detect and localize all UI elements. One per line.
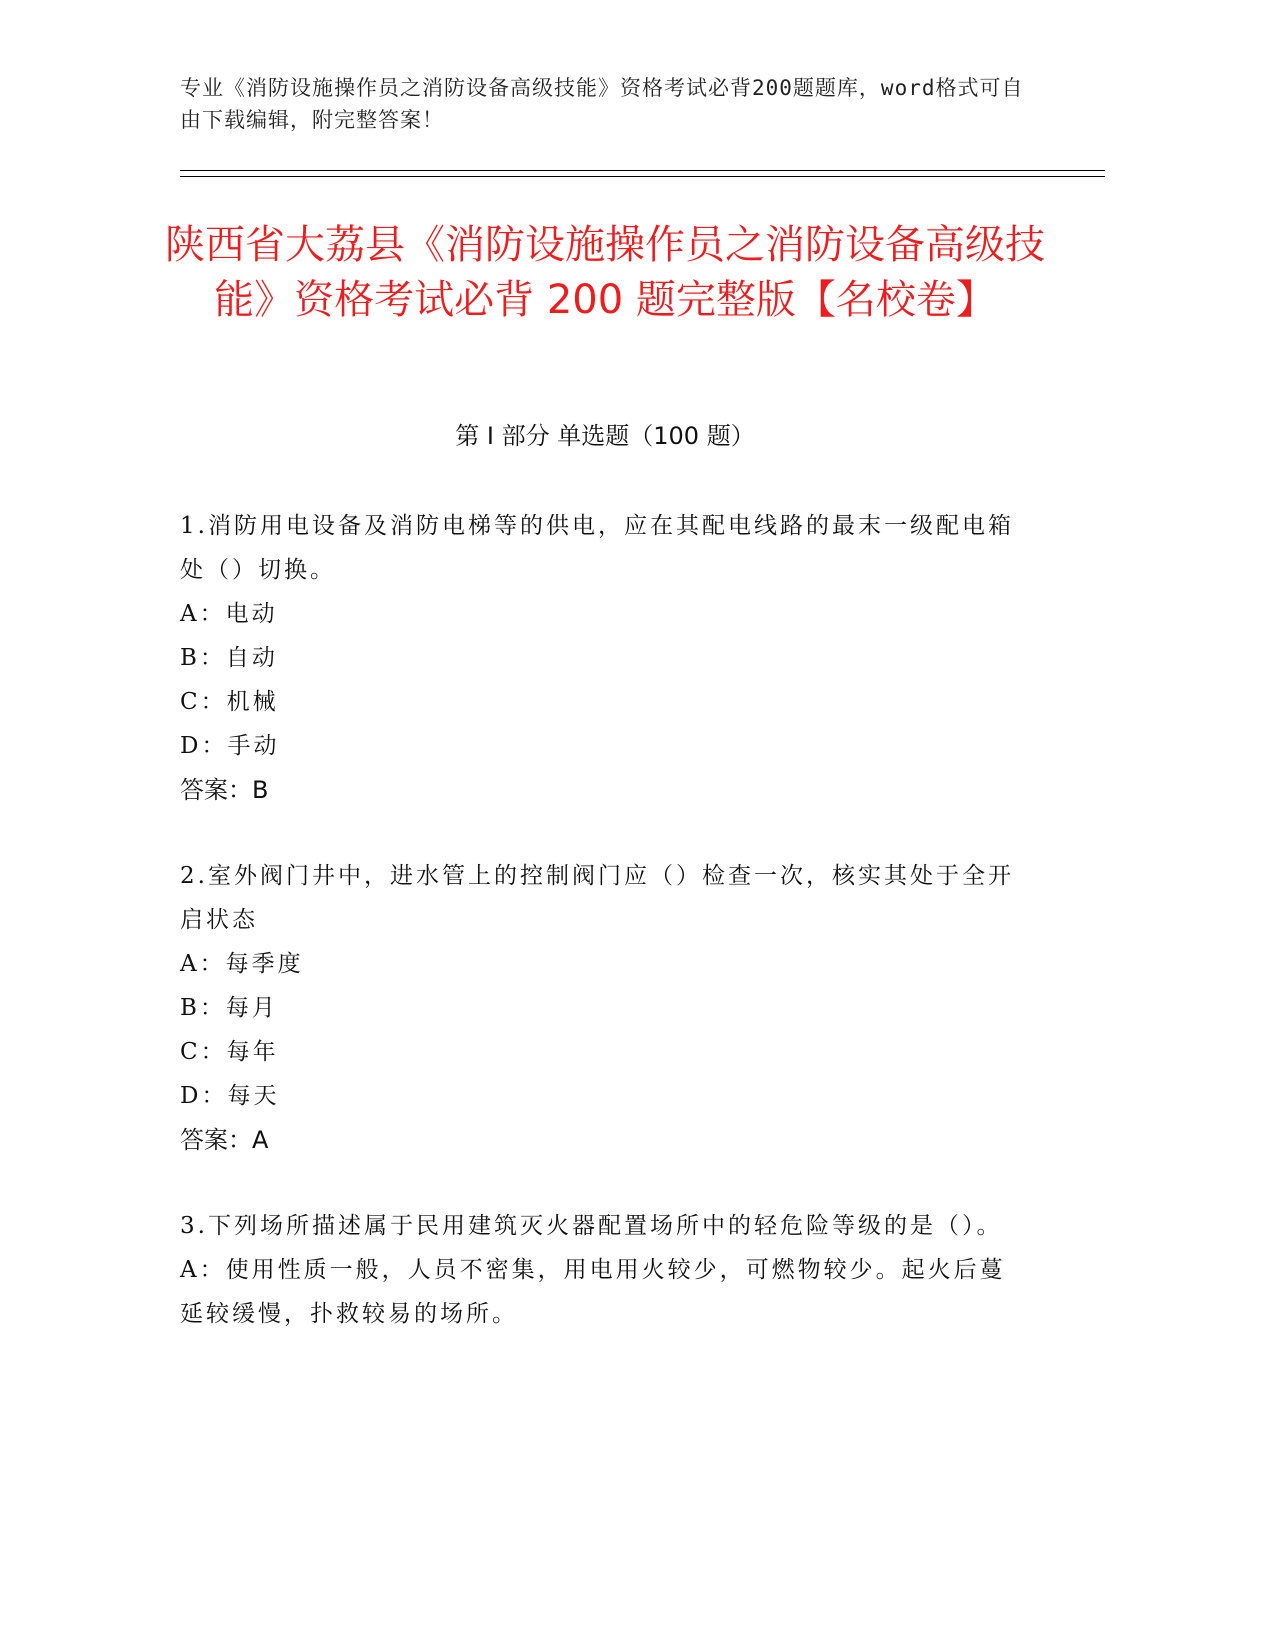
- option-c: C：机械: [180, 689, 279, 715]
- question-2: [180, 854, 1030, 1162]
- answer-text: 答案：A: [180, 1126, 269, 1154]
- question-stem: 2.室外阀门井中，进水管上的控制阀门应（）检查一次，核实其处于全开启状态: [180, 863, 1014, 933]
- option-a: A：电动: [180, 601, 278, 627]
- option-d: D：手动: [180, 733, 280, 759]
- document-title: 陕西省大荔县《消防设施操作员之消防设备高级技能》资格考试必背 200 题完整版【名校卷】: [165, 222, 1045, 323]
- question-list: [180, 504, 1030, 1378]
- header-rule-bottom: [180, 176, 1105, 177]
- option-b: B：自动: [180, 645, 278, 671]
- option-a: A：使用性质一般，人员不密集，用电用火较少，可燃物较少。起火后蔓延较缓慢，扑救较易的场所。: [180, 1257, 1006, 1327]
- option-a: A：每季度: [180, 951, 304, 977]
- question-stem: 1.消防用电设备及消防电梯等的供电，应在其配电线路的最末一级配电箱处（）切换。: [180, 513, 1014, 583]
- question-3: [180, 1204, 1030, 1336]
- section-heading: 第 I 部分 单选题（100 题）: [455, 422, 755, 450]
- option-c: C：每年: [180, 1039, 279, 1065]
- answer-text: 答案：B: [180, 776, 269, 804]
- option-b: B：每月: [180, 995, 278, 1021]
- option-d: D：每天: [180, 1083, 280, 1109]
- question-1: [180, 504, 1030, 812]
- header-rule-top: [180, 170, 1105, 171]
- question-stem: 3.下列场所描述属于民用建筑灭火器配置场所中的轻危险等级的是（）。: [180, 1213, 1003, 1239]
- header-note: 专业《消防设施操作员之消防设备高级技能》资格考试必背200题题库，word格式可自由下载编辑，附完整答案！: [180, 76, 1024, 132]
